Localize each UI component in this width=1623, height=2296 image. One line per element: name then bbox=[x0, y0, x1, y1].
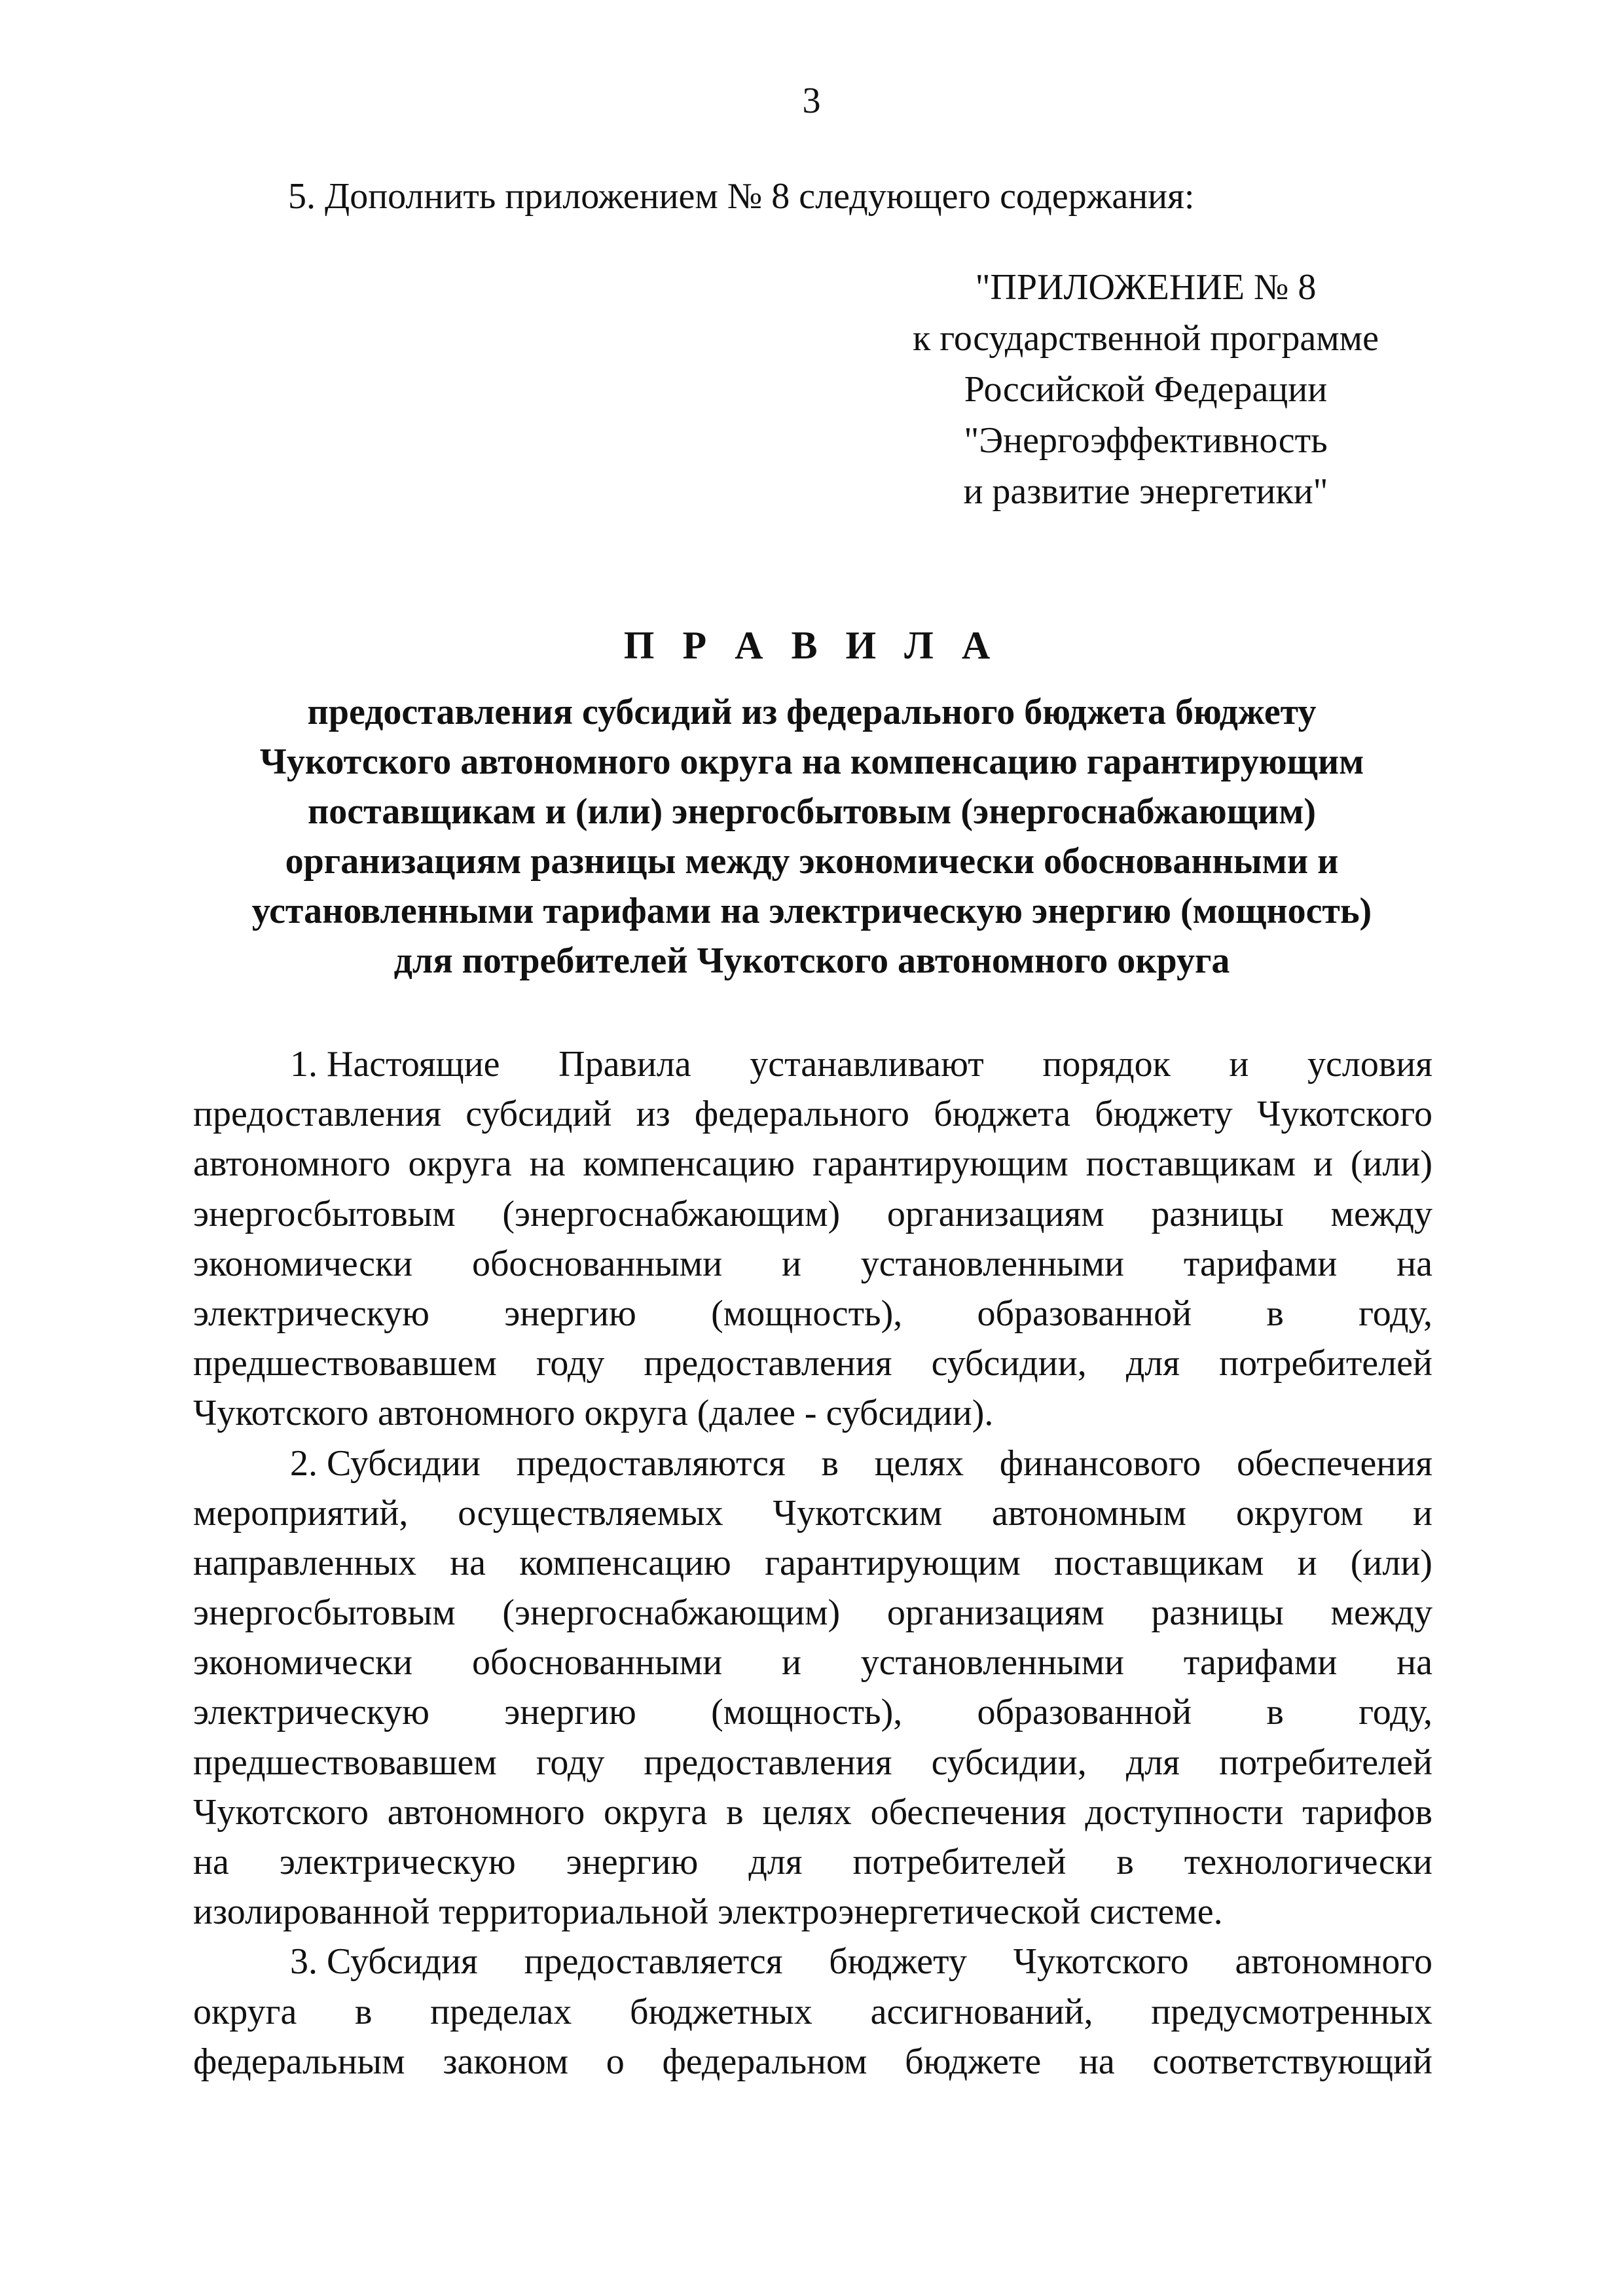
word: условия bbox=[1307, 1044, 1432, 1085]
word: обоснованными bbox=[471, 1243, 723, 1284]
word: Чукотского bbox=[1013, 1941, 1189, 1982]
word: поставщикам bbox=[1085, 1143, 1296, 1185]
word: поставщикам bbox=[1053, 1542, 1264, 1583]
word: образованной bbox=[977, 1293, 1192, 1334]
word: и bbox=[1313, 1143, 1333, 1185]
word: изолированной территориальной электроэнергетической системе. bbox=[193, 1892, 1223, 1933]
word: обоснованными bbox=[471, 1642, 723, 1683]
paragraph-line bbox=[193, 1189, 1432, 1239]
word: энергию bbox=[566, 1842, 699, 1882]
word: устанавливают bbox=[750, 1044, 984, 1085]
paragraph-line bbox=[193, 1338, 1432, 1388]
paragraph-line bbox=[193, 1787, 1432, 1837]
page-number: 3 bbox=[802, 81, 821, 121]
word: в bbox=[1116, 1842, 1134, 1882]
amendment-intro: 5. Дополнить приложением № 8 следующего содержания: bbox=[288, 176, 1195, 217]
word: тарифами bbox=[1183, 1642, 1338, 1683]
word: предоставляются bbox=[516, 1443, 786, 1484]
paragraph-3 bbox=[193, 1937, 1432, 2087]
word: предоставления bbox=[193, 1094, 442, 1135]
word: для bbox=[748, 1842, 803, 1882]
word: в bbox=[726, 1791, 744, 1833]
paragraph-line bbox=[193, 1837, 1432, 1887]
appendix-line: и развитие энергетики" bbox=[963, 471, 1328, 512]
word: в bbox=[821, 1443, 839, 1484]
word: предоставляется bbox=[524, 1941, 783, 1982]
word: электрическую bbox=[193, 1692, 429, 1733]
word: доступности bbox=[1085, 1791, 1284, 1833]
word: мероприятий, bbox=[193, 1492, 409, 1534]
word: направленных bbox=[193, 1542, 416, 1583]
word: в bbox=[1266, 1692, 1284, 1733]
word: бюджета bbox=[934, 1094, 1071, 1135]
word: финансового bbox=[999, 1443, 1201, 1484]
word: для bbox=[1125, 1742, 1180, 1783]
word: (мощность), bbox=[711, 1692, 903, 1733]
paragraph-line bbox=[193, 1139, 1432, 1189]
word: организациям bbox=[886, 1193, 1104, 1234]
word: предоставления bbox=[644, 1343, 892, 1384]
word: и bbox=[1297, 1542, 1317, 1583]
paragraph-line bbox=[193, 1488, 1432, 1538]
subtitle-line: предоставления субсидий из федерального бюджета бюджету bbox=[307, 692, 1317, 732]
word: округа bbox=[604, 1791, 708, 1833]
word: году, bbox=[1359, 1692, 1432, 1733]
word: энергию bbox=[504, 1692, 636, 1733]
word: предшествовавшем bbox=[193, 1742, 497, 1783]
word: организациям bbox=[886, 1592, 1104, 1634]
word: Чукотского bbox=[193, 1791, 369, 1833]
subtitle-line: организациям разницы между экономически обоснованными и bbox=[285, 841, 1339, 882]
word: образованной bbox=[977, 1692, 1192, 1733]
word: 2. Субсидии bbox=[290, 1443, 481, 1484]
appendix-line: Российской Федерации bbox=[964, 369, 1328, 410]
word: автономным bbox=[992, 1492, 1187, 1534]
word: субсидии, bbox=[931, 1742, 1087, 1783]
word: федерального bbox=[694, 1094, 910, 1135]
word: потребителей bbox=[1219, 1343, 1432, 1384]
word: предусмотренных bbox=[1151, 1991, 1432, 2032]
word: году, bbox=[1359, 1293, 1432, 1334]
paragraph-line bbox=[193, 1039, 1432, 1089]
word: энергосбытовым bbox=[193, 1592, 456, 1634]
paragraph-line bbox=[193, 1538, 1432, 1588]
word: обеспечения bbox=[870, 1791, 1067, 1833]
word: порядок bbox=[1042, 1044, 1171, 1085]
word: в bbox=[354, 1991, 373, 2032]
word: бюджете bbox=[905, 2041, 1042, 2082]
word: субсидий bbox=[465, 1094, 612, 1135]
word: Чукотским bbox=[773, 1492, 943, 1534]
word: гарантирующим bbox=[812, 1143, 1068, 1185]
word: электрическую bbox=[193, 1293, 429, 1334]
paragraph-line bbox=[193, 1937, 1432, 1986]
word: и bbox=[781, 1642, 801, 1683]
word: ассигнований, bbox=[870, 1991, 1093, 2032]
paragraph-2 bbox=[193, 1439, 1432, 1937]
word: году bbox=[536, 1343, 605, 1384]
word: (или) bbox=[1350, 1143, 1432, 1185]
word: осуществляемых bbox=[458, 1492, 723, 1534]
word: и bbox=[1229, 1044, 1249, 1085]
word: и bbox=[781, 1243, 801, 1284]
appendix-header bbox=[877, 262, 1414, 517]
word: соответствующий bbox=[1152, 2041, 1432, 2082]
word: 3. Субсидия bbox=[290, 1941, 478, 1982]
word: компенсацию bbox=[583, 1143, 795, 1185]
word: компенсацию bbox=[519, 1542, 731, 1583]
word: (мощность), bbox=[711, 1293, 903, 1334]
word: федеральном bbox=[662, 2041, 867, 2082]
paragraph-line bbox=[193, 1089, 1432, 1139]
word: между bbox=[1330, 1193, 1432, 1234]
paragraph-line bbox=[193, 1987, 1432, 2037]
subtitle-line: установленными тарифами на электрическую энергию (мощность) bbox=[251, 891, 1372, 931]
word: между bbox=[1330, 1592, 1432, 1634]
word: установленными bbox=[860, 1243, 1125, 1284]
paragraph-line bbox=[193, 1738, 1432, 1787]
paragraph-line bbox=[193, 1588, 1432, 1638]
word: и bbox=[1413, 1492, 1432, 1534]
word: Правила bbox=[558, 1044, 691, 1085]
paragraph-line bbox=[193, 1638, 1432, 1687]
word: установленными bbox=[860, 1642, 1125, 1683]
word: из bbox=[636, 1094, 670, 1135]
word: целях bbox=[762, 1791, 852, 1833]
word: округа bbox=[193, 1991, 297, 2032]
word: на bbox=[1396, 1243, 1432, 1284]
word: разницы bbox=[1151, 1592, 1284, 1634]
body-text bbox=[193, 1039, 1432, 2087]
word: (энергоснабжающим) bbox=[502, 1592, 841, 1634]
appendix-line: "ПРИЛОЖЕНИЕ № 8 bbox=[975, 267, 1317, 308]
subtitle-line: Чукотского автономного округа на компенсацию гарантирующим bbox=[259, 742, 1364, 782]
word: о bbox=[606, 2041, 625, 2082]
word: пределах bbox=[430, 1991, 572, 2032]
word: бюджету bbox=[829, 1941, 967, 1982]
word: на bbox=[1078, 2041, 1115, 2082]
word: электрическую bbox=[279, 1842, 516, 1882]
word: экономически bbox=[193, 1642, 413, 1683]
word: округом bbox=[1235, 1492, 1364, 1534]
word: целях bbox=[874, 1443, 964, 1484]
word: предшествовавшем bbox=[193, 1343, 497, 1384]
subtitle-line: поставщикам и (или) энергосбытовым (энергоснабжающим) bbox=[307, 791, 1317, 832]
paragraph-line bbox=[193, 1687, 1432, 1737]
document-subtitle bbox=[183, 687, 1440, 986]
word: округа bbox=[408, 1143, 512, 1185]
word: 1. Настоящие bbox=[290, 1044, 500, 1085]
word: (или) bbox=[1350, 1542, 1432, 1583]
paragraph-line bbox=[193, 2037, 1432, 2087]
word: экономически bbox=[193, 1243, 413, 1284]
word: федеральным bbox=[193, 2041, 405, 2082]
word: на bbox=[450, 1542, 486, 1583]
word: на bbox=[193, 1842, 229, 1882]
word: тарифами bbox=[1183, 1243, 1338, 1284]
document-title: П Р А В И Л А bbox=[623, 624, 1000, 667]
paragraph-line bbox=[193, 1887, 1432, 1937]
word: законом bbox=[443, 2041, 569, 2082]
subtitle-line: для потребителей Чукотского автономного округа bbox=[393, 941, 1230, 981]
word: бюджету bbox=[1095, 1094, 1233, 1135]
word: субсидии, bbox=[931, 1343, 1087, 1384]
paragraph-line bbox=[193, 1289, 1432, 1338]
word: бюджетных bbox=[630, 1991, 812, 2032]
word: технологически bbox=[1184, 1842, 1432, 1882]
word: для bbox=[1125, 1343, 1180, 1384]
word: потребителей bbox=[1219, 1742, 1432, 1783]
word: Чукотского bbox=[1257, 1094, 1432, 1135]
word: в bbox=[1266, 1293, 1284, 1334]
word: году bbox=[536, 1742, 605, 1783]
word: автономного bbox=[193, 1143, 391, 1185]
word: предоставления bbox=[644, 1742, 892, 1783]
word: на bbox=[529, 1143, 566, 1185]
word: гарантирующим bbox=[765, 1542, 1021, 1583]
word: потребителей bbox=[852, 1842, 1067, 1882]
word: Чукотского автономного округа (далее - субсидии). bbox=[193, 1393, 994, 1434]
word: энергосбытовым bbox=[193, 1193, 456, 1234]
paragraph-line bbox=[193, 1439, 1432, 1488]
paragraph-1 bbox=[193, 1039, 1432, 1439]
word: автономного bbox=[1235, 1941, 1432, 1982]
word: разницы bbox=[1151, 1193, 1284, 1234]
paragraph-line bbox=[193, 1239, 1432, 1289]
word: на bbox=[1396, 1642, 1432, 1683]
word: (энергоснабжающим) bbox=[502, 1193, 841, 1234]
word: автономного bbox=[387, 1791, 585, 1833]
word: обеспечения bbox=[1236, 1443, 1432, 1484]
paragraph-line bbox=[193, 1388, 1432, 1438]
word: тарифов bbox=[1302, 1791, 1432, 1833]
appendix-line: "Энергоэффективность bbox=[964, 420, 1328, 461]
word: энергию bbox=[504, 1293, 636, 1334]
appendix-line: к государственной программе bbox=[913, 318, 1379, 359]
